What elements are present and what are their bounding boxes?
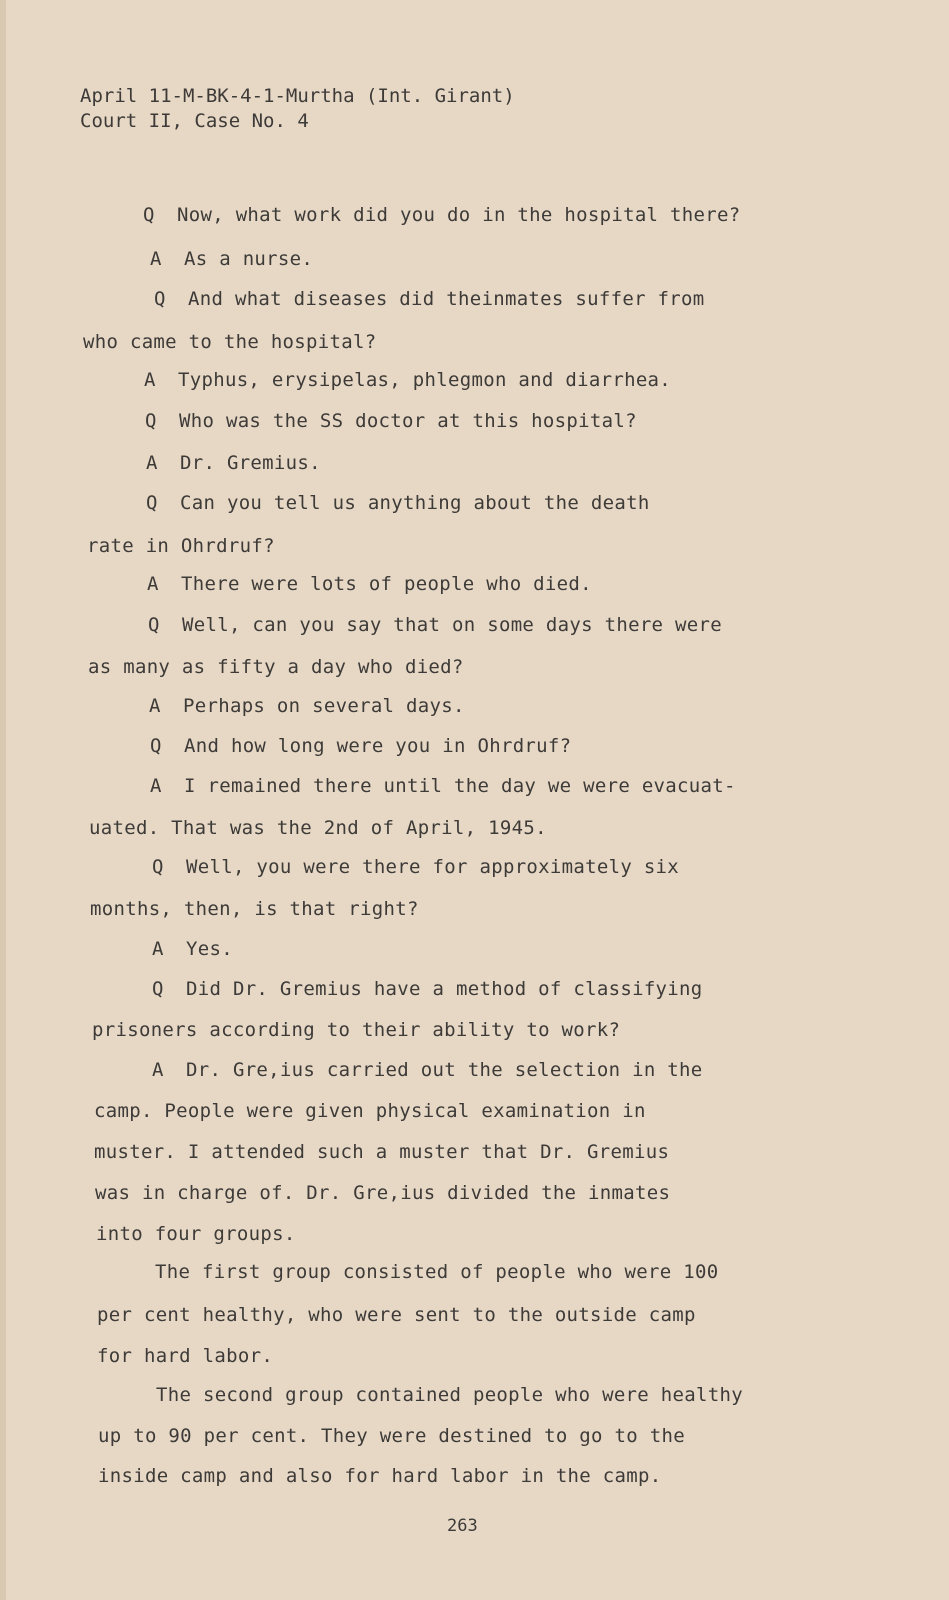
transcript-line: A Dr. Gre,ius carried out the selection in the [152, 1059, 703, 1081]
transcript-line: Q And what diseases did theinmates suffer from [154, 288, 705, 310]
header-line-1: April 11-M-BK-4-1-Murtha (Int. Girant) [80, 85, 515, 107]
transcript-line: prisoners according to their ability to work? [92, 1019, 621, 1041]
transcript-line: The second group contained people who were healthy [156, 1384, 743, 1406]
transcript-line: for hard labor. [97, 1345, 274, 1367]
transcript-line: Q Who was the SS doctor at this hospital? [145, 410, 637, 432]
transcript-line: Q Now, what work did you do in the hospital there? [143, 204, 741, 226]
transcript-line: Q Did Dr. Gremius have a method of classifying [152, 978, 703, 1000]
transcript-line: rate in Ohrdruf? [87, 535, 275, 557]
transcript-line: muster. I attended such a muster that Dr. Gremius [94, 1141, 670, 1163]
transcript-line: Q Well, you were there for approximately six [152, 856, 680, 878]
transcript-line: months, then, is that right? [90, 898, 419, 920]
transcript-line: who came to the hospital? [83, 331, 377, 353]
transcript-line: A There were lots of people who died. [147, 573, 592, 595]
transcript-line: uated. That was the 2nd of April, 1945. [89, 817, 547, 839]
transcript-line: Q And how long were you in Ohrdruf? [150, 735, 572, 757]
transcript-line: A Perhaps on several days. [149, 695, 465, 717]
transcript-line: into four groups. [96, 1223, 296, 1245]
transcript-line: A I remained there until the day we were evacuat- [150, 775, 736, 797]
transcript-line: Q Can you tell us anything about the death [146, 492, 650, 514]
transcript-line: camp. People were given physical examination in [94, 1100, 646, 1122]
transcript-line: was in charge of. Dr. Gre,ius divided the inmates [95, 1182, 671, 1204]
transcript-line: A Yes. [152, 938, 233, 960]
transcript-line: A As a nurse. [150, 248, 314, 270]
document-header [80, 84, 515, 134]
transcript-line: per cent healthy, who were sent to the outside camp [97, 1304, 696, 1326]
page-number: 263 [447, 1516, 478, 1536]
transcript-line: Q Well, can you say that on some days there were [148, 614, 722, 636]
transcript-line: A Dr. Gremius. [146, 452, 321, 474]
transcript-line: up to 90 per cent. They were destined to go to the [98, 1425, 685, 1447]
transcript-line: A Typhus, erysipelas, phlegmon and diarrhea. [144, 369, 672, 391]
header-line-2: Court II, Case No. 4 [80, 110, 309, 132]
transcript-line: inside camp and also for hard labor in the camp. [98, 1465, 662, 1487]
transcript-line: as many as fifty a day who died? [88, 656, 464, 678]
transcript-line: The first group consisted of people who were 100 [155, 1261, 719, 1283]
